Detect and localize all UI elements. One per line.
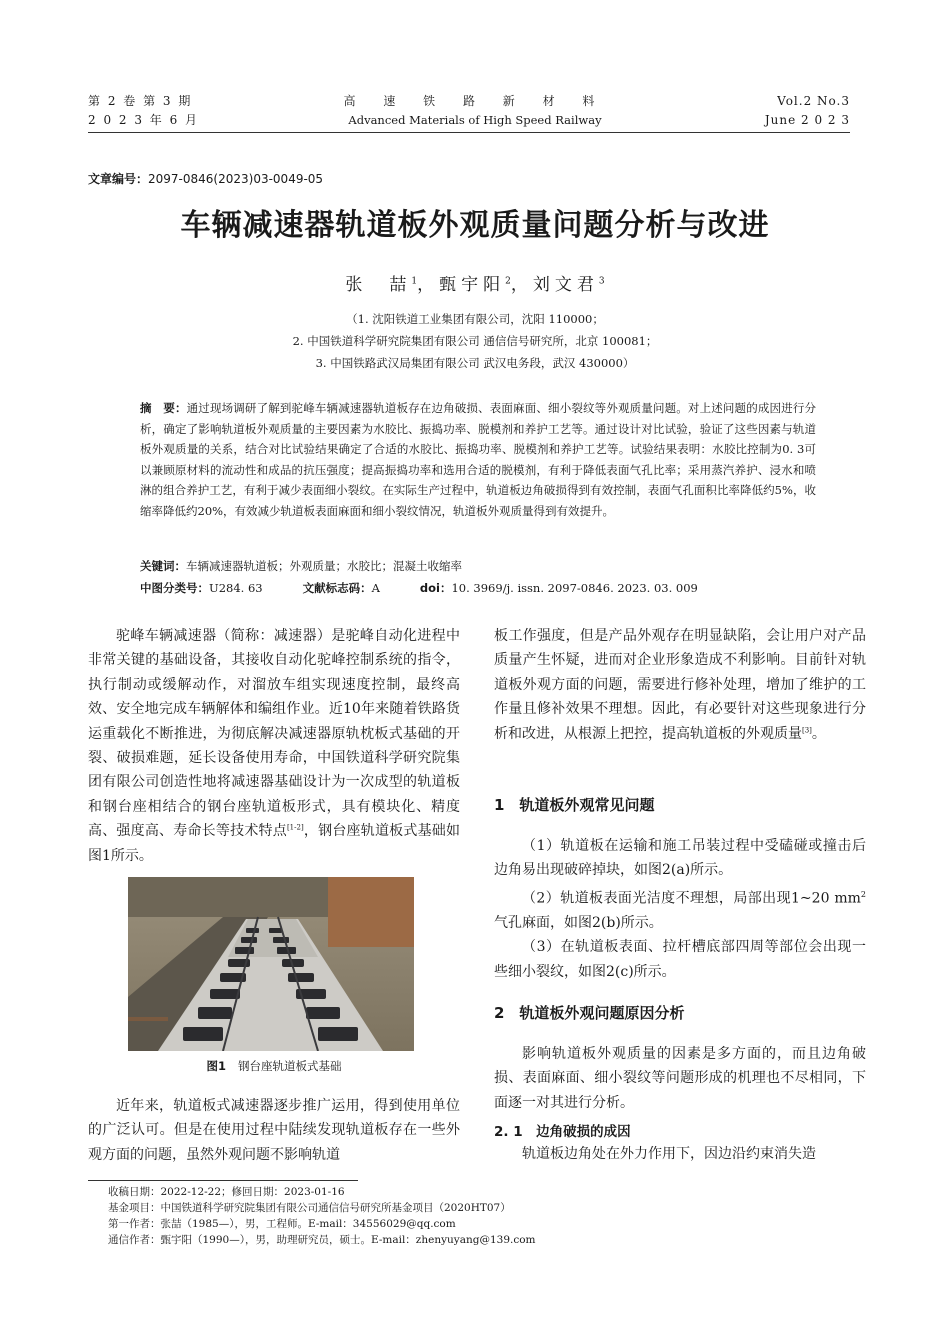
keywords-label: 关键词： [140,559,186,573]
author-affil-mark: 1 [411,276,418,287]
running-header-right [765,92,850,130]
body-paragraph [494,624,866,746]
abstract-label: 摘 要： [140,401,187,415]
author-name: 甄宇阳 [439,275,506,295]
figure-caption-text: 钢台座轨道板式基础 [238,1059,342,1073]
body-paragraph: （3）在轨道板表面、拉杆槽底部四周等部位会出现一些细小裂纹，如图2(c)所示。 [494,939,866,980]
author-affil-mark: 2 [505,276,511,287]
citation: [3] [802,725,812,734]
journal-name-en: Advanced Materials of High Speed Railway [348,113,602,127]
author-affil-mark: 3 [598,276,605,287]
header-rule [88,132,850,133]
paragraph-text: 板工作强度，但是产品外观存在明显缺陷，会让用户对产品质量产生怀疑，进而对企业形象造成不利影响。目前针对轨道板外观方面的问题，需要进行修补处理，增加了维护的工作量且修补效果不理想。因此，有必要针对这些现象进行分析和改进，从根源上把控，提高轨道板的外观质量 [494,628,866,742]
superscript: 2 [860,889,866,899]
section-heading-1: 1 轨道板外观常见问题 [494,796,655,814]
footnote-corresponding-author: 通信作者：甄宇阳（1990—），男，助理研究员，硕士。E-mail：zhenyuyang@139.com [108,1234,536,1246]
article-number [88,170,323,187]
section-2-body [494,1042,866,1115]
author-list [60,270,890,295]
author-name: 张 喆 [345,275,412,295]
affiliation-line: （1. 沈阳铁道工业集团有限公司，沈阳 110000； [346,312,604,326]
journal-name-cn: 高 速 铁 路 新 材 料 [343,94,607,108]
track-slab-photo-illustration [128,877,414,1051]
running-header-center [300,92,650,130]
keywords [140,556,816,576]
article-number-label: 文章编号： [88,172,149,186]
paragraph-text: （2）轨道板表面光洁度不理想，局部出现1~20 mm [522,890,861,907]
body-paragraph: 轨道板边角处在外力作用下，因边沿约束消失造 [522,1146,816,1162]
footnote-rule [88,1180,358,1181]
body-paragraph: （1）轨道板在运输和施工吊装过程中受磕碰或撞击后边角易出现破碎掉块，如图2(a)所示。 [494,838,866,879]
citation: [1-2] [286,823,304,832]
paragraph-text-tail: ，钢台座轨道板式基础如图1所示。 [88,823,461,864]
figure-1-photo [128,877,414,1051]
affiliation-line: 3. 中国铁路武汉局集团有限公司 武汉电务段，武汉 430000） [315,356,635,370]
article-number-value: 2097-0846(2023)03-0049-05 [148,172,324,186]
clc-value: U284. 63 [209,581,263,595]
body-paragraph [494,883,866,935]
doc-code-label: 文献标志码： [302,581,372,595]
doi-value: 10. 3969/j. issn. 2097-0846. 2023. 03. 009 [451,581,698,595]
body-paragraph [88,624,460,868]
doc-code-value: A [371,581,380,595]
section-heading-2: 2 轨道板外观问题原因分析 [494,1004,685,1022]
subsection-2-1-body [494,1142,866,1166]
clc-label: 中图分类号： [140,581,209,595]
date-cn: 2 0 2 3 年 6 月 [88,113,200,127]
left-column-bottom [88,1094,460,1167]
footnote-received: 收稿日期：2022-12-22；修回日期：2023-01-16 [108,1186,345,1198]
volume-issue-en: Vol.2 No.3 [777,94,850,108]
footnotes [108,1184,868,1248]
author-name: 刘文君 [532,275,599,295]
affiliations [60,308,890,374]
figure-1-caption [88,1058,460,1074]
running-header-left [88,92,199,130]
abstract-text: 通过现场调研了解到驼峰车辆减速器轨道板存在边角破损、表面麻面、细小裂纹等外观质量问题。对上述问题的成因进行分析，确定了影响轨道板外观质量的主要因素为水胶比、振捣功率、脱模剂和养护工艺等。通过设计对比试验，验证了这些因素与轨道板外观质量的关系，结合对比试验结果确定了合适的水胶比、振捣功率、脱模剂和养护工艺等。试验结果表明：水胶比控制为0. 3可以兼顾原材料的流动性和成品的抗压强度；提高振捣功率和选用合适的脱模剂，有利于降低表面气孔比率；采用蒸汽养护、浸水和喷淋的组合养护工艺，有利于减少表面细小裂纹。在实际生产过程中，轨道板边角破损得到有效控制，表面气孔面积比率降低约5%，收缩率降低约20%，有效减少轨道板表面麻面和细小裂纹情况，轨道板外观质量得到有效提升。 [140,401,817,518]
paragraph-text: 驼峰车辆减速器（简称：减速器）是驼峰自动化进程中非常关键的基础设备，其接收自动化驼峰控制系统的指令，执行制动或缓解动作，对溜放车组实现速度控制，最终高效、安全地完成车辆解体和编组作业。近10年来随着铁路货运重载化不断推进，为彻底解决减速器原轨枕板式基础的开裂、破损难题，延长设备使用寿命，中国铁道科学研究院集团有限公司创造性地将减速器基础设计为一次成型的轨道板和钢台座相结合的钢台座轨道板形式，具有模块化、精度高、强度高、寿命长等技术特点 [88,628,460,840]
footnote-first-author: 第一作者：张喆（1985—），男，工程师。E-mail：34556029@qq.com [108,1218,456,1230]
date-en: June 2 0 2 3 [764,113,850,127]
classification-line [140,578,816,598]
paper-title: 车辆减速器轨道板外观质量问题分析与改进 [180,208,770,243]
doi-label: doi： [419,581,452,595]
abstract [140,398,816,522]
keywords-text: 车辆减速器轨道板；外观质量；水胶比；混凝土收缩率 [186,559,462,573]
right-column [494,624,866,746]
left-column-top [88,624,460,868]
affiliation-line: 2. 中国铁道科学研究院集团有限公司 通信信号研究所，北京 100081； [292,334,658,348]
footnote-funding: 基金项目：中国铁道科学研究院集团有限公司通信信号研究所基金项目（2020HT07） [108,1202,511,1214]
paragraph-text-tail: 。 [811,725,826,742]
figure-label: 图1 [206,1059,226,1073]
author-separator: ， [510,275,533,295]
subsection-heading-2-1: 2. 1 边角破损的成因 [494,1124,631,1140]
section-1-body [494,834,866,984]
volume-issue-cn: 第 2 卷 第 3 期 [88,94,193,108]
author-separator: ， [417,275,440,295]
paragraph-text-tail: 气孔麻面，如图2(b)所示。 [494,914,663,931]
body-paragraph: 近年来，轨道板式减速器逐步推广运用，得到使用单位的广泛认可。但是在使用过程中陆续发现轨道板存在一些外观方面的问题，虽然外观问题不影响轨道 [88,1098,460,1163]
body-paragraph: 影响轨道板外观质量的因素是多方面的，而且边角破损、表面麻面、细小裂纹等问题形成的机理也不尽相同，下面逐一对其进行分析。 [494,1046,866,1111]
